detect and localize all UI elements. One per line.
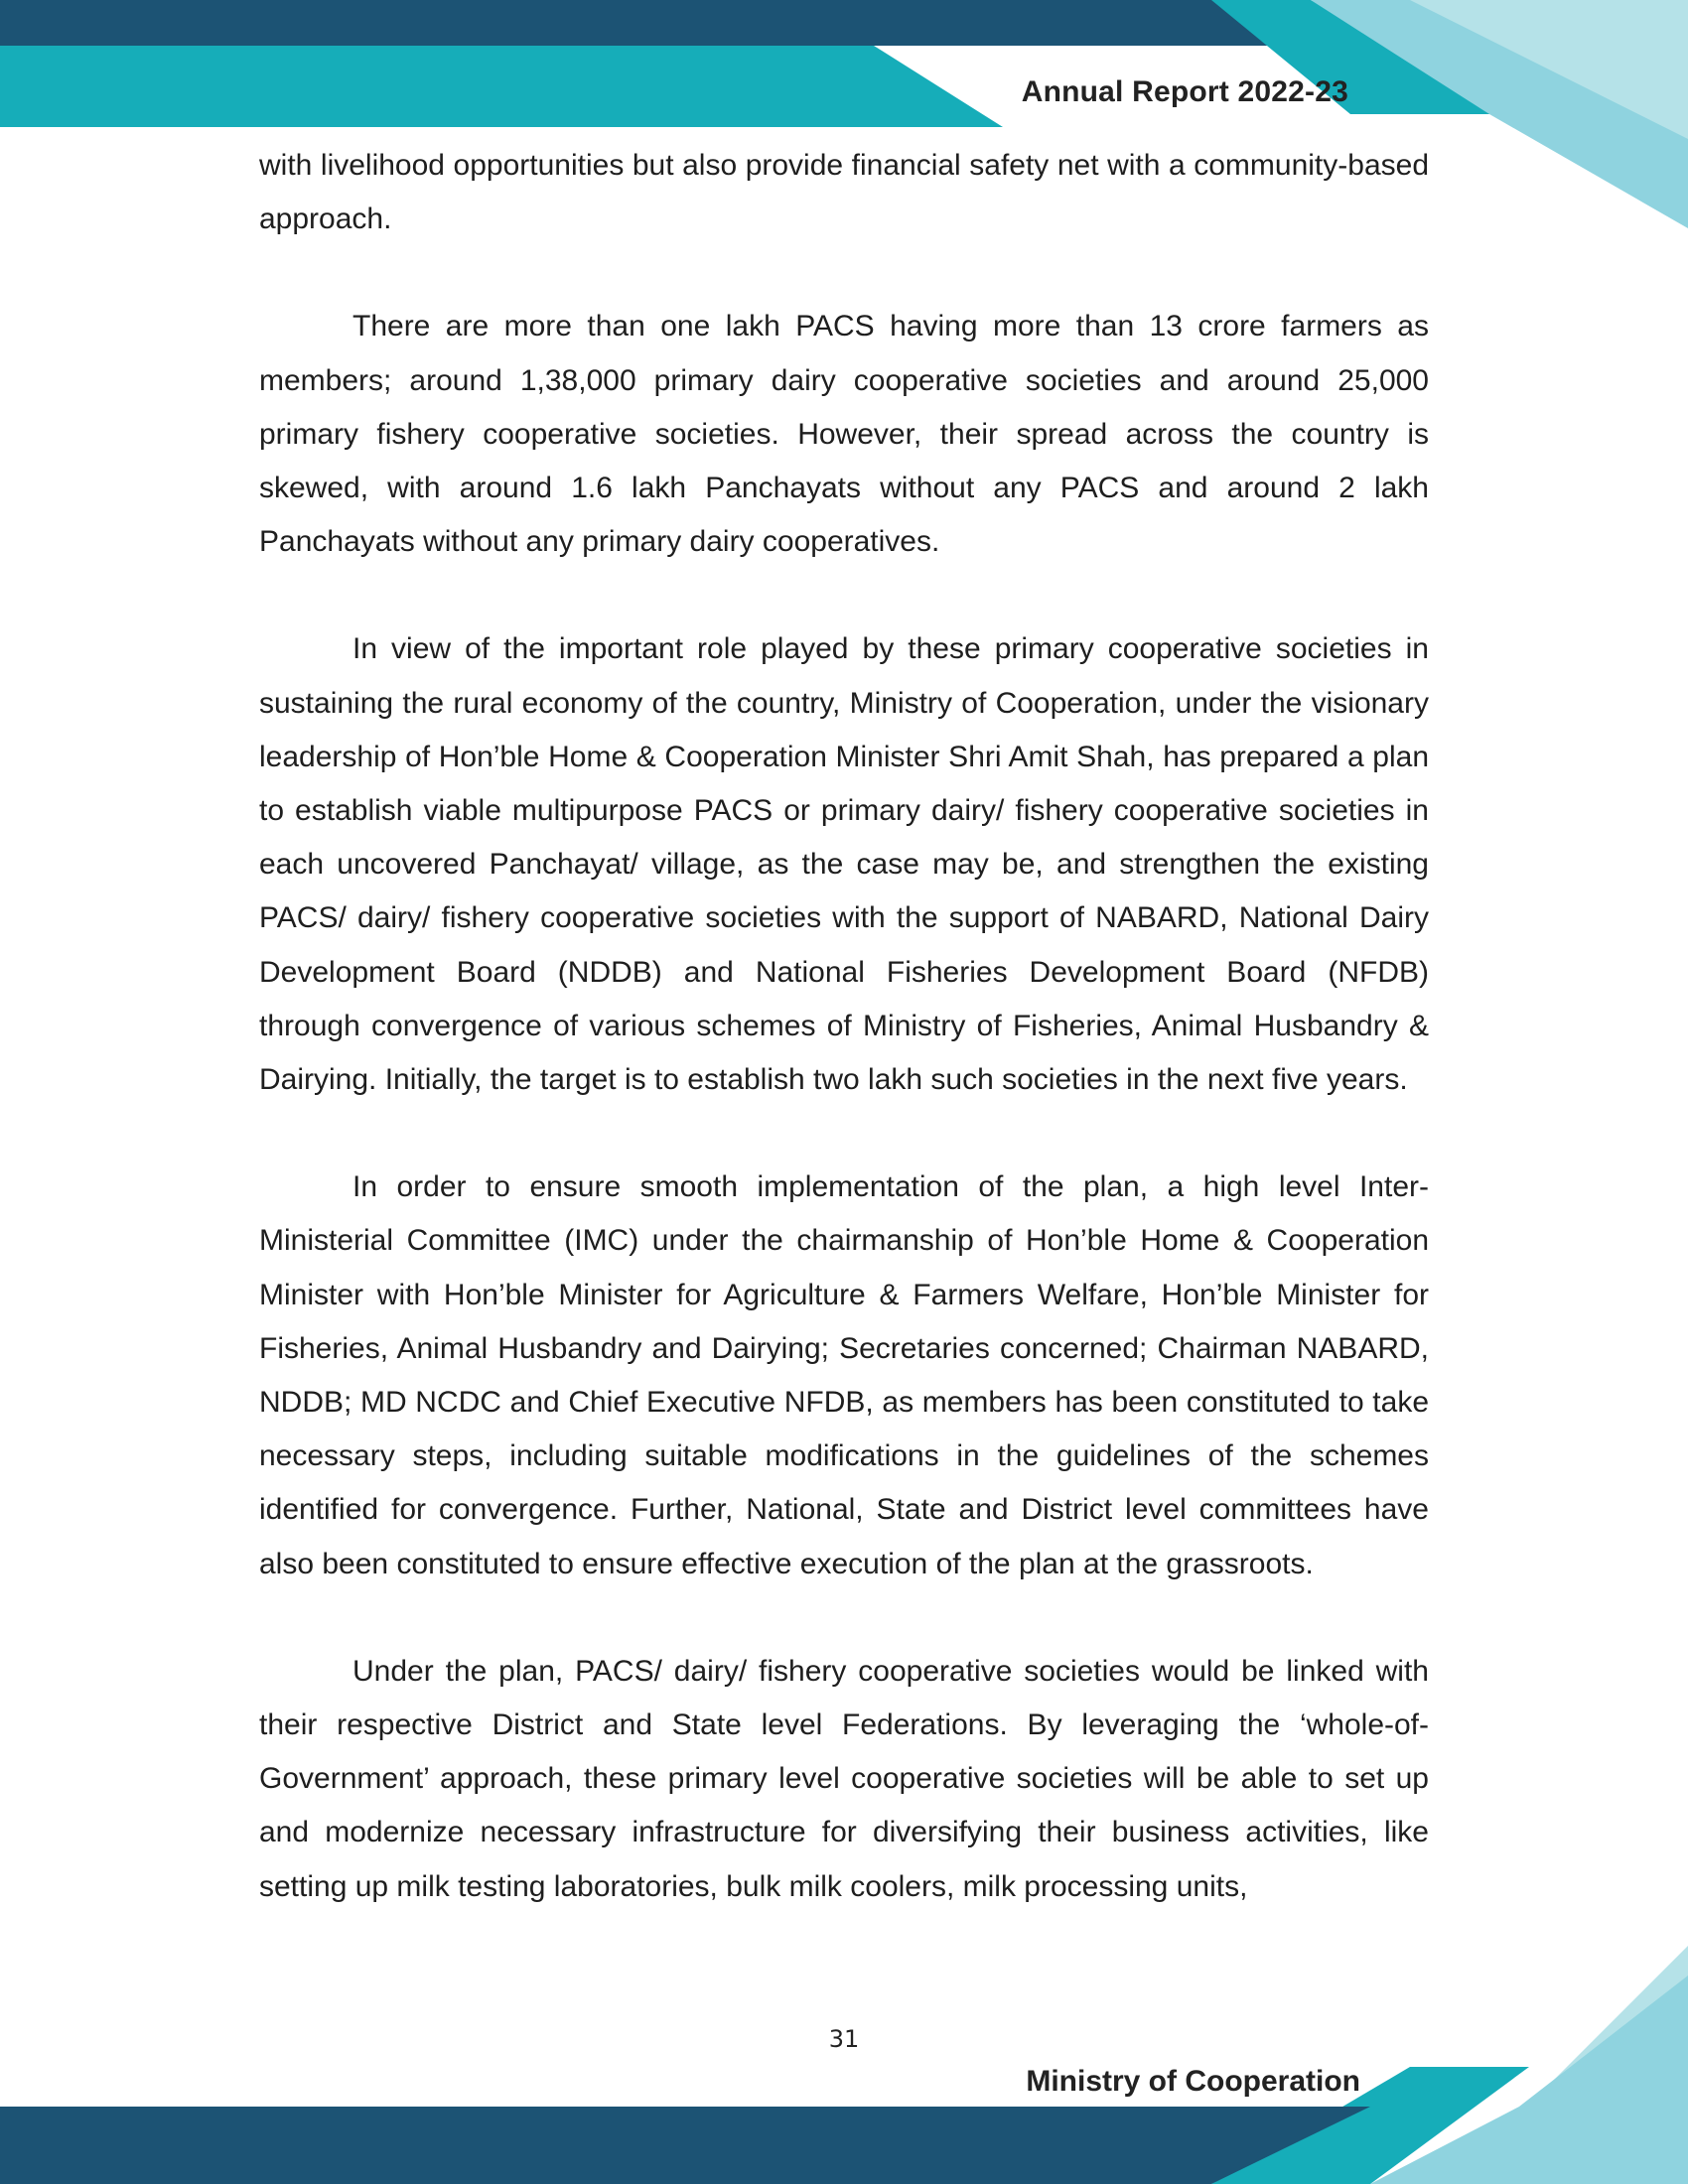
document-body: [259, 139, 1429, 1968]
body-paragraph: Under the plan, PACS/ dairy/ fishery cooperative societies would be linked with their respective District and State level Federations. By leveraging the ‘whole-of-Government’ approach, these primary level cooperative societies will be able to set up and modernize necessary infrastructure for diversifying their business activities, like setting up milk testing laboratories, bulk milk coolers, milk processing units,: [259, 1654, 1429, 1903]
header-title: Annual Report 2022-23: [1021, 75, 1348, 108]
body-paragraph: with livelihood opportunities but also provide financial safety net with a community-based approach.: [259, 149, 1429, 236]
body-paragraph: In order to ensure smooth implementation of the plan, a high level Inter-Ministerial Committee (IMC) under the chairmanship of Hon’ble Home & Cooperation Minister with Hon’ble Minister for Agriculture & Farmers Welfare, Hon’ble Minister for Fisheries, Animal Husbandry and Dairying; Secretaries concerned; Chairman NABARD, NDDB; MD NCDC and Chief Executive NFDB, as members has been constituted to take necessary steps, including suitable modifications in the guidelines of the schemes identified for convergence. Further, National, State and District level committees have also been constituted to ensure effective execution of the plan at the grassroots.: [259, 1170, 1429, 1580]
footer-navy-band: [0, 2107, 1370, 2184]
page-number: 31: [828, 2025, 860, 2053]
footer-title: Ministry of Cooperation: [1026, 2065, 1360, 2098]
body-paragraph: In view of the important role played by these primary cooperative societies in sustaining the rural economy of the country, Ministry of Cooperation, under the visionary leadership of Hon’ble Home & Cooperation Minister Shri Amit Shah, has prepared a plan to establish viable multipurpose PACS or primary dairy/ fishery cooperative societies in each uncovered Panchayat/ village, as the case may be, and strengthen the existing PACS/ dairy/ fishery cooperative societies with the support of NABARD, National Dairy Development Board (NDDB) and National Fisheries Development Board (NFDB) through convergence of various schemes of Ministry of Fisheries, Animal Husbandry & Dairying. Initially, the target is to establish two lakh such societies in the next five years.: [259, 632, 1429, 1097]
header-navy-band: [0, 0, 1321, 46]
body-paragraph: There are more than one lakh PACS having more than 13 crore farmers as members; around 1,38,000 primary dairy cooperative societies and around 25,000 primary fishery cooperative societies. However, their spread across the country is skewed, with around 1.6 lakh Panchayats without any PACS and around 2 lakh Panchayats without any primary dairy cooperatives.: [259, 310, 1429, 559]
header-teal-stripe: [0, 46, 1003, 127]
